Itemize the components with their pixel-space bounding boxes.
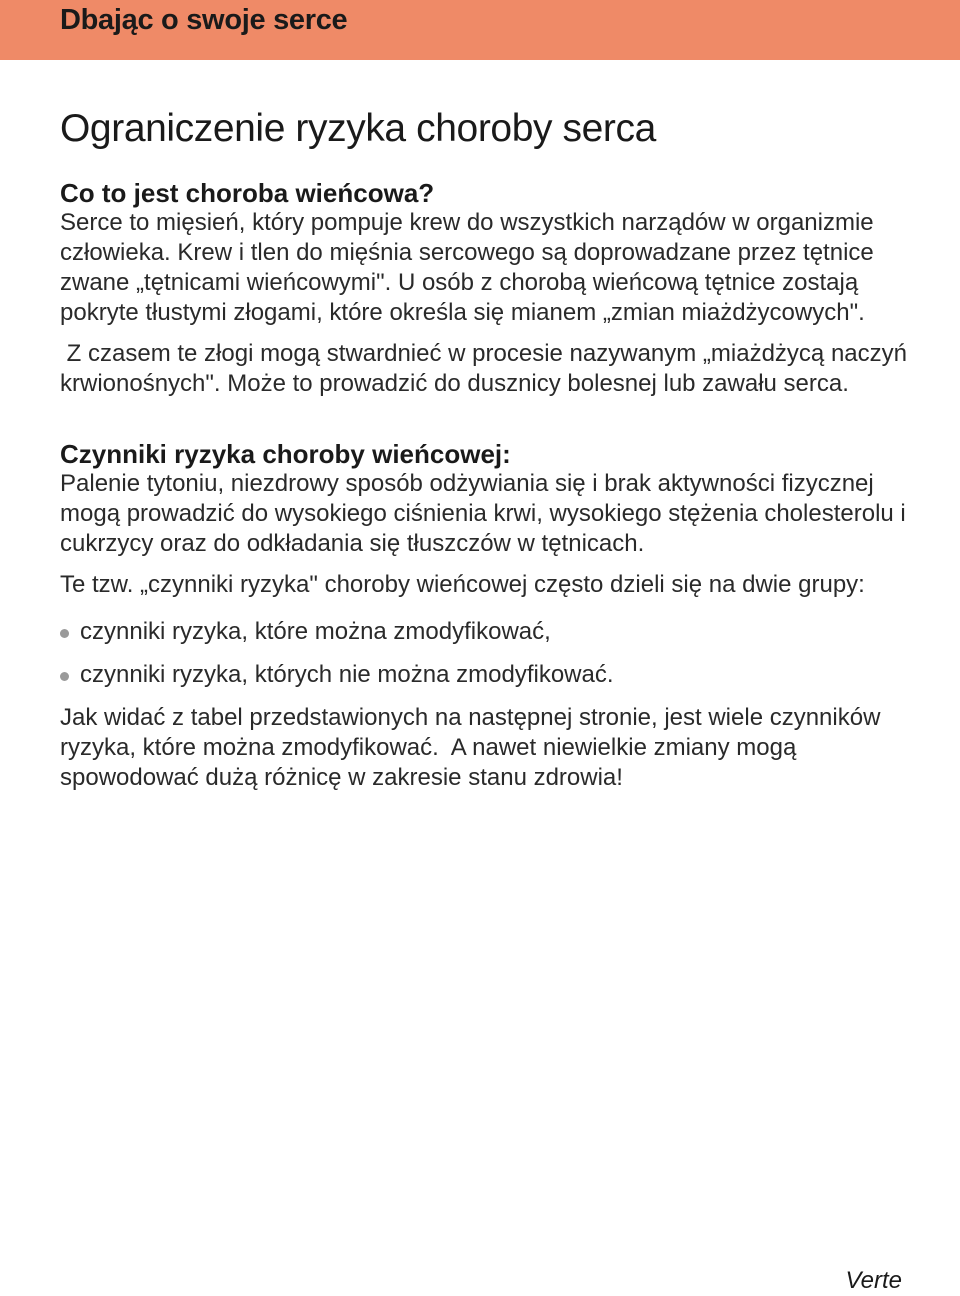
verte-note: Verte xyxy=(845,1267,902,1294)
page-title: Ograniczenie ryzyka choroby serca xyxy=(60,107,656,150)
page-content xyxy=(60,102,920,793)
bullet-dot-icon xyxy=(60,672,69,681)
paragraph-atherosclerosis: Z czasem te złogi mogą stwardnieć w procesie nazywanym „miażdżycą naczyń krwionośnych". Może to prowadzić do dusznicy bolesnej lub zawału serca. xyxy=(60,340,914,397)
header-title: Dbając o swoje serce xyxy=(60,4,348,36)
list-item xyxy=(60,660,920,690)
list-item-text: czynniki ryzyka, które można zmodyfikować, xyxy=(80,618,551,645)
list-item xyxy=(60,617,920,647)
paragraph-risk-groups: Te tzw. „czynniki ryzyka" choroby wieńcowej często dzieli się na dwie grupy: xyxy=(60,571,865,598)
paragraph-conclusion: Jak widać z tabel przedstawionych na następnej stronie, jest wiele czynników ryzyka, które można zmodyfikować. A nawet niewielkie zmiany mogą spowodować dużą różnicę w zakresie stanu zdrowia! xyxy=(60,704,888,791)
section-heading-coronary-disease: Co to jest choroba wieńcowa? xyxy=(60,178,435,208)
paragraph-risk-factors-intro: Palenie tytoniu, niezdrowy sposób odżywiania się i brak aktywności fizycznej mogą prowadzić do wysokiego ciśnienia krwi, wysokiego stężenia cholesterolu i cukrzycy oraz do odkładania się tłuszczów w tętnicach. xyxy=(60,470,906,557)
section-heading-risk-factors: Czynniki ryzyka choroby wieńcowej: xyxy=(60,439,511,469)
bullet-dot-icon xyxy=(60,629,69,638)
header-band xyxy=(0,0,960,60)
list-item-text: czynniki ryzyka, których nie można zmodyfikować. xyxy=(80,661,614,688)
paragraph-coronary-definition: Serce to mięsień, który pompuje krew do wszystkich narządów w organizmie człowieka. Krew i tlen do mięśnia sercowego są doprowadzane przez tętnice zwane „tętnicami wieńcowymi". U osób z chorobą wieńcową tętnice zostają pokryte tłustymi złogami, które określa się mianem „zmian miażdżycowych". xyxy=(60,209,874,326)
risk-groups-list xyxy=(60,617,920,690)
